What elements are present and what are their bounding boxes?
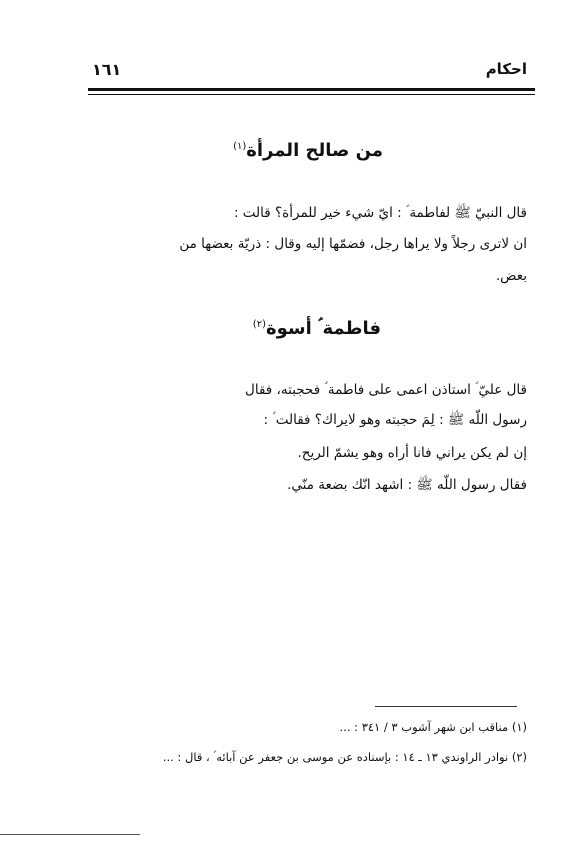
section2-line-3: إن لم يكن يراني فانا أراه وهو يشمّ الريح. (297, 445, 527, 461)
footnote-1: (١) مناقب ابن شهر آشوب ٣ / ٣٤١ : ... (339, 720, 527, 734)
section-heading-2-title: فاطمة ؑ أسوة (265, 318, 381, 339)
section1-line-3: بعض. (495, 268, 527, 284)
page-number: ١٦١ (92, 60, 122, 79)
section1-line-1: قال النبيّ ﷺ لفاطمة ؑ : ايّ شيء خير للمرأة؟ قالت : (233, 205, 527, 221)
section1-line-2: ان لاترى رجلاً ولا يراها رجل، فضمّها إليه وقال : ذريّة بعضها من (179, 236, 527, 252)
section-heading-2 (253, 318, 381, 339)
section-heading-1-title: من صالح المرأة (246, 140, 383, 161)
section-heading-1 (233, 140, 383, 161)
section2-line-1: قال عليّ ؑ استاذن اعمى على فاطمة ؑ فحجبته، فقال (245, 382, 527, 398)
section2-line-2: رسول اللّه ﷺ : لِمَ حجبته وهو لايراك؟ فقالت ؑ : (263, 412, 527, 428)
footnote-2: (٢) نوادر الراوندي ١٣ ـ ١٤ : بإسناده عن موسى بن جعفر عن آبائه ؑ ، قال : ... (162, 750, 527, 764)
running-header-title: احكام (485, 60, 527, 78)
footnote-ref-1: (١) (233, 141, 247, 152)
section2-line-4: فقال رسول اللّه ﷺ : اشهد انّك بضعة منّي. (287, 477, 527, 493)
header-rule-thick (88, 88, 535, 91)
bottom-scan-line (0, 834, 140, 835)
footnote-separator (375, 706, 517, 707)
header-rule-thin (88, 94, 535, 95)
footnote-ref-2: (٢) (252, 319, 266, 330)
